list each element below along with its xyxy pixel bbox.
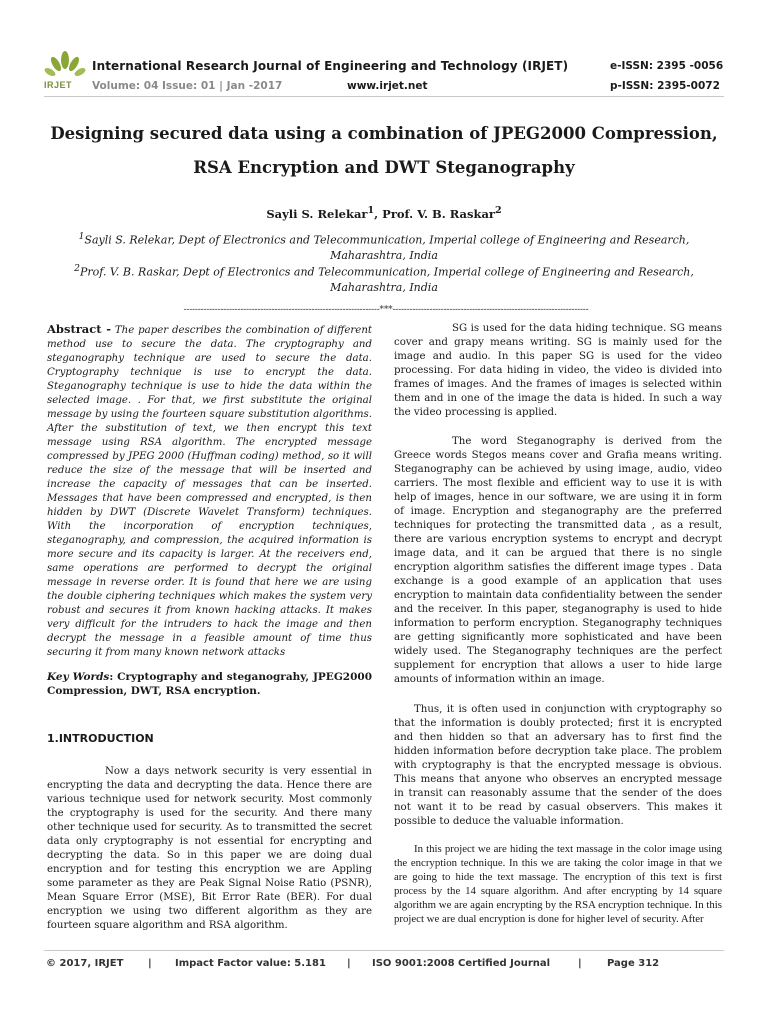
- journal-name: International Research Journal of Engineering and Technology (IRJET): [92, 59, 569, 73]
- right-paragraph-4: In this project we are hiding the text massage in the color image using the encryption technique. In this we are taking the color image in that we are going to hide the text massage. The encryption of this text is first process by the 14 square algorithm. And after encrypting by 14 square algorithm we are again encrypting by the RSA encryption technique. In this project we are dual encryption is done for higher level of security. After: [394, 843, 722, 925]
- leaf-icon: [44, 50, 86, 82]
- section-heading-introduction: 1.INTRODUCTION: [47, 732, 154, 745]
- irjet-logo: [44, 50, 86, 100]
- author-2: Prof. V. B. Raskar: [382, 206, 495, 221]
- journal-website[interactable]: www.irjet.net: [347, 80, 428, 92]
- keywords: [47, 670, 372, 698]
- footer-copyright: © 2017, IRJET: [46, 958, 124, 969]
- intro-paragraph: Now a days network security is very essential in encrypting the data and decrypting the data. Hence there are various technique used for network security. Most commonly the cryptography is used for the security. And there many other technique used for security. As to transmitted the secret data only cryptography is not essential for encrypting and decrypting the data. So in this paper we are doing dual encryption and for testing this encryption we are Appling some parameter as they are Peak Signal Noise Ratio (PSNR), Mean Square Error (MSE), Bit Error Rate (BER). For dual encryption we using two different algorithm as they are fourteen square algorithm and RSA algorithm.: [47, 766, 372, 931]
- author-1-sup: 1: [367, 205, 375, 216]
- footer-page-number: Page 312: [607, 958, 660, 969]
- right-paragraph-1: SG is used for the data hiding technique. SG means cover and grapy means writing. SG is mainly used for the image and audio. In this paper SG is used for the video processing. For data hiding in video, the video is divided into frames of images. And the frames of images is selected within them and in one of the image the data is hided. In such a way the video processing is applied.: [394, 323, 722, 418]
- affiliation-1: [40, 229, 728, 264]
- footer-separator: |: [347, 958, 351, 969]
- paper-title-line1: Designing secured data using a combination of JPEG2000 Compression,: [50, 124, 718, 143]
- footer-impact-factor: Impact Factor value: 5.181: [175, 958, 326, 969]
- abstract-text: The paper describes the combination of different method use to secure the data. The cryptography and steganography technique are used to secure the data. Cryptography technique is use to encrypt the data. Steganography technique is use to hide the data within the selected image. . For that, we first substitute the original message by using the fourteen square substitution algorithms. After the substitution of text, we then encrypt this text message using RSA algorithm. The encrypted message compressed by JPEG 2000 (Huffman coding) method, so it will reduce the size of the message that will be inserted and increase the capacity of messages that can be inserted. Messages that have been compressed and encrypted, is then hidden by DWT (Discrete Wavelet Transform) techniques. With the incorporation of encryption techniques, steganography, and compression, the acquired information is more secure and its capacity is larger. At the receivers end, same operations are performed to decrypt the original message in reverse order. It is found that here we are using the double ciphering techniques which makes the system very robust and secures it from known hacking attacks. It makes very difficult for the intruders to hack the image and then decrypt the message in a feasible amount of time thus securing it from many known network attacks: [47, 325, 372, 658]
- affiliation-1-sup: 1: [78, 231, 85, 242]
- affiliation-2: [40, 261, 728, 296]
- affiliation-1-text: Sayli S. Relekar, Dept of Electronics and Telecommunication, Imperial college of Engineering and Research, Maharashtra, India: [84, 233, 690, 263]
- keywords-text: : Cryptography and steganograhy, JPEG2000 Compression, DWT, RSA encryption.: [47, 671, 373, 697]
- author-2-sup: 2: [494, 205, 502, 216]
- e-issn: e-ISSN: 2395 -0056: [610, 60, 724, 72]
- footer-divider: [44, 950, 724, 951]
- right-paragraph-2: The word Steganography is derived from the Greece words Stegos means cover and Grafia means writing. Steganography can be achieved by using image, audio, video carriers. The most flexible and efficient way to use it is with help of images, hence in our software, we are using it in form of image. Encryption and steganography are the preferred techniques for protecting the transmitted data , as a result, there are various encryption systems to encrypt and decrypt image data, and it can be argued that there is no single encryption algorithm satisfies the different image types . Data exchange is a good example of an application that uses encryption to maintain data confidentiality between the sender and the receiver. In this paper, steganography is used to hide information to perform encryption. Steganography techniques are getting significantly more sophisticated and have been widely used. The Steganography techniques are the perfect supplement for encryption that allows a user to hide large amounts of information within an image.: [394, 436, 722, 685]
- header-divider: [44, 96, 724, 97]
- right-paragraph-3: Thus, it is often used in conjunction with cryptography so that the information is doubly protected; first it is encrypted and then hidden so that an adversary has to first find the hidden information before decryption take place. The problem with cryptography is that the encrypted message is obvious. This means that anyone who observes an encrypted message in transit can reasonably assume that the sender of the does not want it to be read by casual observers. This makes it possible to deduce the valuable information.: [394, 704, 722, 827]
- affiliation-2-text: Prof. V. B. Raskar, Dept of Electronics and Telecommunication, Imperial college of Engineering and Research, Maharashtra, India: [79, 265, 694, 295]
- affiliation-2-sup: 2: [74, 263, 80, 274]
- abstract-label: Abstract -: [47, 322, 111, 336]
- footer-separator: |: [148, 958, 152, 969]
- keywords-label: Key Words: [47, 671, 110, 683]
- p-issn: p-ISSN: 2395-0072: [610, 80, 720, 92]
- footer-separator: |: [578, 958, 582, 969]
- authors: [40, 205, 728, 221]
- logo-text: IRJET: [44, 80, 73, 90]
- section-separator: ---------------------------------------------------------------------***---------------------------------------------------------------------: [183, 305, 589, 315]
- volume-issue: Volume: 04 Issue: 01 | Jan -2017: [92, 80, 283, 92]
- author-separator: ,: [374, 206, 383, 221]
- abstract: [47, 322, 372, 660]
- paper-title-line2: RSA Encryption and DWT Steganography: [193, 158, 575, 177]
- author-1: Sayli S. Relekar: [266, 206, 368, 221]
- footer-iso: ISO 9001:2008 Certified Journal: [372, 958, 551, 969]
